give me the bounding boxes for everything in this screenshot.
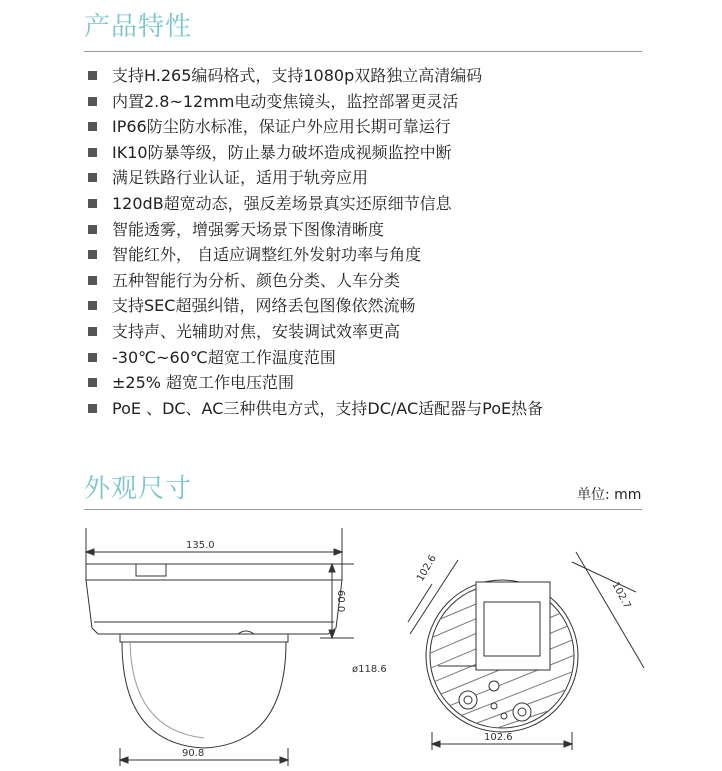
square-bullet-icon — [88, 404, 97, 413]
list-item: IP66防尘防水标准，保证户外应用长期可靠运行 — [88, 114, 543, 140]
features-divider — [84, 51, 642, 52]
unit-label: 单位: mm — [577, 487, 642, 503]
list-item: 支持声、光辅助对焦，安装调试效率更高 — [88, 319, 543, 345]
square-bullet-icon — [88, 122, 97, 131]
height-dimension-label: 60.0 — [335, 590, 346, 613]
list-item: 满足铁路行业认证，适用于轨旁应用 — [88, 165, 543, 191]
list-item: ±25% 超宽工作电压范围 — [88, 370, 543, 396]
square-bullet-icon — [88, 276, 97, 285]
list-item: -30℃~60℃超宽工作温度范围 — [88, 345, 543, 371]
top-radius-a-label: 102.6 — [415, 553, 439, 584]
top-view-drawing — [352, 526, 672, 770]
square-bullet-icon — [88, 71, 97, 80]
top-diameter-label: ø118.6 — [352, 664, 387, 675]
square-bullet-icon — [88, 97, 97, 106]
list-item: 五种智能行为分析、颜色分类、人车分类 — [88, 268, 543, 294]
square-bullet-icon — [88, 199, 97, 208]
square-bullet-icon — [88, 250, 97, 259]
features-title: 产品特性 — [84, 12, 193, 42]
side-view-drawing — [70, 518, 370, 770]
square-bullet-icon — [88, 301, 97, 310]
top-radius-b-label: 102.7 — [609, 580, 633, 611]
list-item: 智能红外， 自适应调整红外发射功率与角度 — [88, 242, 543, 268]
square-bullet-icon — [88, 353, 97, 362]
dome-width-dimension-label: 90.8 — [182, 748, 205, 759]
square-bullet-icon — [88, 378, 97, 387]
dimensions-title: 外观尺寸 — [84, 474, 193, 504]
list-item: 智能透雾，增强雾天场景下图像清晰度 — [88, 217, 543, 243]
dimensions-divider — [84, 509, 642, 510]
list-item: PoE 、DC、AC三种供电方式，支持DC/AC适配器与PoE热备 — [88, 396, 543, 422]
list-item: IK10防暴等级，防止暴力破坏造成视频监控中断 — [88, 140, 543, 166]
square-bullet-icon — [88, 148, 97, 157]
square-bullet-icon — [88, 327, 97, 336]
list-item: 内置2.8~12mm电动变焦镜头，监控部署更灵活 — [88, 89, 543, 115]
top-bottom-dimension-label: 102.6 — [484, 732, 513, 743]
square-bullet-icon — [88, 225, 97, 234]
list-item: 120dB超宽动态，强反差场景真实还原细节信息 — [88, 191, 543, 217]
list-item: 支持H.265编码格式，支持1080p双路独立高清编码 — [88, 63, 543, 89]
feature-list — [88, 63, 543, 421]
square-bullet-icon — [88, 173, 97, 182]
width-dimension-label: 135.0 — [186, 540, 215, 551]
list-item: 支持SEC超强纠错，网络丢包图像依然流畅 — [88, 293, 543, 319]
